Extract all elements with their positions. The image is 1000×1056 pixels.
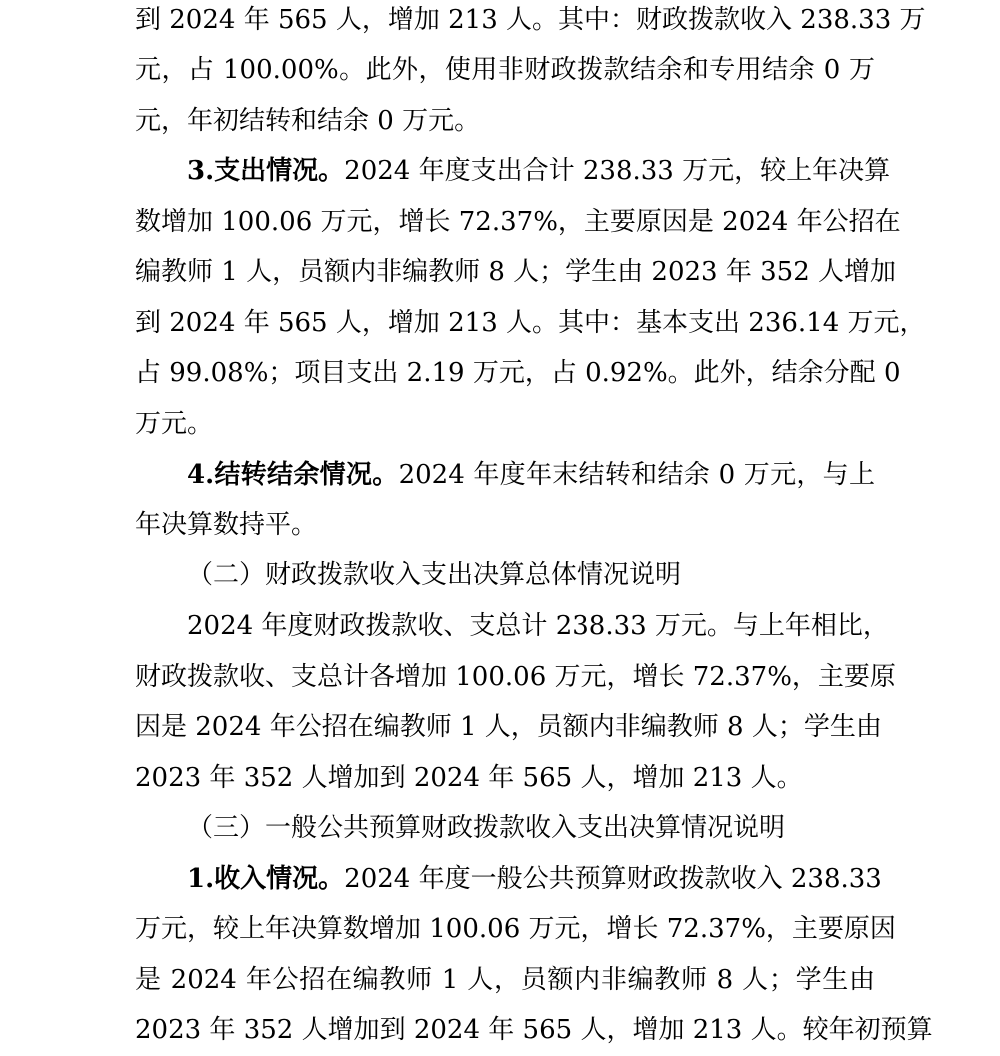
paragraph-line: 编教师 1 人，员额内非编教师 8 人；学生由 2023 年 352 人增加 xyxy=(135,257,896,287)
paragraph-line: 2023 年 352 人增加到 2024 年 565 人，增加 213 人。 xyxy=(135,763,803,793)
section-carryover-line xyxy=(187,450,875,500)
paragraph-text: 2024 年度年末结转和结余 0 万元，与上 xyxy=(398,460,875,490)
paragraph-line: 是 2024 年公招在编教师 1 人，员额内非编教师 8 人；学生由 xyxy=(135,965,875,995)
paragraph-line: 2024 年度财政拨款收、支总计 238.33 万元。与上年相比， xyxy=(187,611,889,641)
paragraph-line: 年决算数持平。 xyxy=(135,510,318,540)
document-page xyxy=(135,0,933,1045)
paragraph-line: 万元。 xyxy=(135,409,214,439)
section-title-expenditure: 3.支出情况。 xyxy=(187,156,345,186)
paragraph-line: 数增加 100.06 万元，增长 72.37%，主要原因是 2024 年公招在 xyxy=(135,207,901,237)
subheading-general-public-budget: （三）一般公共预算财政拨款收入支出决算情况说明 xyxy=(187,813,786,843)
section-income-line xyxy=(187,854,882,904)
section-title-carryover: 4.结转结余情况。 xyxy=(187,460,399,490)
section-title-income: 1.收入情况。 xyxy=(187,864,345,894)
subheading-fiscal-appropriation: （二）财政拨款收入支出决算总体情况说明 xyxy=(187,560,682,590)
paragraph-line: 到 2024 年 565 人，增加 213 人。其中：基本支出 236.14 万元， xyxy=(135,308,926,338)
section-expenditure-line xyxy=(187,146,891,196)
paragraph-line: 元，年初结转和结余 0 万元。 xyxy=(135,106,481,136)
paragraph-line: 2023 年 352 人增加到 2024 年 565 人，增加 213 人。较年初预算 xyxy=(135,1015,933,1045)
paragraph-line: 万元，较上年决算数增加 100.06 万元，增长 72.37%，主要原因 xyxy=(135,914,896,944)
paragraph-line: 占 99.08%；项目支出 2.19 万元，占 0.92%。此外，结余分配 0 xyxy=(135,358,901,388)
paragraph-line: 因是 2024 年公招在编教师 1 人，员额内非编教师 8 人；学生由 xyxy=(135,712,882,742)
paragraph-text: 2024 年度支出合计 238.33 万元，较上年决算 xyxy=(344,156,891,186)
paragraph-line: 元，占 100.00%。此外，使用非财政拨款结余和专用结余 0 万 xyxy=(135,55,875,85)
paragraph-line: 财政拨款收、支总计各增加 100.06 万元，增长 72.37%，主要原 xyxy=(135,662,896,692)
paragraph-text: 2024 年度一般公共预算财政拨款收入 238.33 xyxy=(344,864,882,894)
paragraph-line: 到 2024 年 565 人，增加 213 人。其中：财政拨款收入 238.33 万 xyxy=(135,5,926,35)
